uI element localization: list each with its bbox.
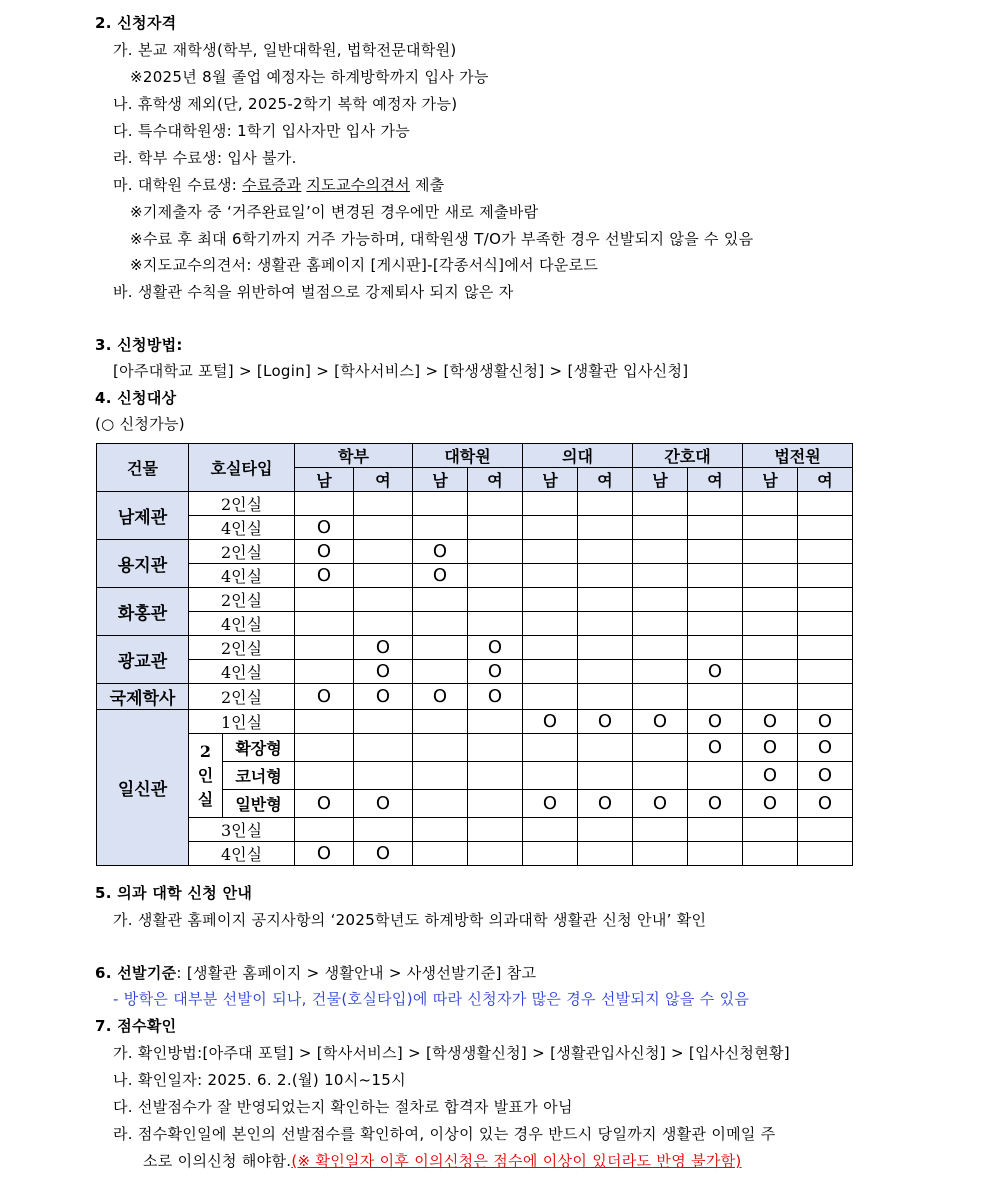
building-hwahong: 화홍관 [97, 588, 189, 636]
two-person-room-label [189, 734, 223, 818]
header-male: 남 [413, 468, 468, 492]
two-label-part: 2 [199, 741, 212, 761]
header-medical: 의대 [523, 444, 633, 468]
header-female: 여 [688, 468, 743, 492]
legend-note: (○ 신청가능) [95, 415, 185, 433]
available-mark: O [468, 684, 523, 710]
header-male: 남 [523, 468, 578, 492]
available-mark: O [743, 790, 798, 818]
available-mark: O [743, 710, 798, 734]
available-mark: O [295, 684, 354, 710]
available-mark: O [688, 790, 743, 818]
room-type: 2인실 [189, 684, 295, 710]
eligibility-note-resubmit: ※기제출자 중 ‘거주완료일’이 변경된 경우에만 새로 제출바람 [130, 203, 539, 221]
section-7-title: 7. 점수확인 [95, 1017, 177, 1035]
room-subtype: 일반형 [223, 790, 295, 818]
header-female: 여 [354, 468, 413, 492]
two-label-part: 실 [197, 789, 214, 809]
available-mark: O [578, 790, 633, 818]
header-female: 여 [468, 468, 523, 492]
room-subtype: 코너형 [223, 762, 295, 790]
header-male: 남 [633, 468, 688, 492]
available-mark: O [633, 790, 688, 818]
available-mark: O [295, 842, 354, 866]
available-mark: O [413, 564, 468, 588]
eligibility-e-label: 마. 대학원 수료생: [113, 176, 243, 194]
eligibility-note-6sem: ※수료 후 최대 6학기까지 거주 가능하며, 대학원생 T/O가 부족한 경우 선발되지 않을 수 있음 [130, 230, 754, 248]
objection-text: 소로 이의신청 해야함. [143, 1152, 292, 1170]
room-type: 4인실 [189, 842, 295, 866]
room-type: 4인실 [189, 564, 295, 588]
available-mark: O [295, 790, 354, 818]
objection-line-2 [143, 1151, 742, 1171]
available-mark: O [798, 762, 853, 790]
two-label-part: 인 [197, 765, 214, 785]
available-mark: O [798, 710, 853, 734]
selection-criteria-path: : [생활관 홈페이지 > 생활안내 > 사생선발기준] 참고 [176, 964, 537, 982]
eligibility-e [113, 175, 445, 195]
room-type: 4인실 [189, 660, 295, 684]
section-4-title: 4. 신청대상 [95, 389, 177, 407]
available-mark: O [413, 540, 468, 564]
available-mark: O [413, 684, 468, 710]
header-roomtype: 호실타입 [189, 444, 295, 492]
available-mark: O [354, 684, 413, 710]
building-namje: 남제관 [97, 492, 189, 540]
available-mark: O [354, 636, 413, 660]
completion-certificate: 수료증과 [242, 176, 302, 194]
objection-warning: (※ 확인일자 이후 이의신청은 점수에 이상이 있더라도 반영 불가함) [291, 1152, 742, 1170]
room-type: 2인실 [189, 492, 295, 516]
available-mark: O [523, 710, 578, 734]
available-mark: O [468, 636, 523, 660]
room-type: 1인실 [189, 710, 295, 734]
available-mark: O [468, 660, 523, 684]
available-mark: O [688, 710, 743, 734]
header-female: 여 [798, 468, 853, 492]
available-mark: O [295, 516, 354, 540]
available-mark: O [798, 734, 853, 762]
available-mark: O [688, 734, 743, 762]
selection-note: - 방학은 대부분 선발이 되나, 건물(호실타입)에 따라 신청자가 많은 경우 선발되지 않을 수 있음 [113, 990, 750, 1008]
check-method: 가. 확인방법:[아주대 포털] > [학사서비스] > [학생생활신청] > [생활관입사신청] > [입사신청현황] [113, 1044, 790, 1062]
room-type: 2인실 [189, 540, 295, 564]
medical-notice: 가. 생활관 홈페이지 공지사항의 ‘2025학년도 하계방학 의과대학 생활관 신청 안내’ 확인 [113, 911, 707, 929]
header-nursing: 간호대 [633, 444, 743, 468]
room-type: 4인실 [189, 612, 295, 636]
available-mark: O [295, 540, 354, 564]
header-male: 남 [743, 468, 798, 492]
building-gwanggyo: 광교관 [97, 636, 189, 684]
section-2-title: 2. 신청자격 [95, 14, 177, 32]
available-mark: O [295, 564, 354, 588]
available-mark: O [743, 762, 798, 790]
header-female: 여 [578, 468, 633, 492]
available-mark: O [354, 660, 413, 684]
available-mark: O [354, 842, 413, 866]
room-type: 3인실 [189, 818, 295, 842]
room-type: 2인실 [189, 588, 295, 612]
available-mark: O [354, 790, 413, 818]
available-mark: O [743, 734, 798, 762]
header-undergrad: 학부 [295, 444, 413, 468]
eligibility-table [96, 443, 853, 866]
advisor-opinion: 지도교수의견서 [306, 176, 410, 194]
eligibility-d: 라. 학부 수료생: 입사 불가. [113, 149, 297, 167]
room-type: 4인실 [189, 516, 295, 540]
apply-path: [아주대학교 포털] > [Login] > [학사서비스] > [학생생활신청] > [생활관 입사신청] [113, 362, 689, 380]
eligibility-note-download: ※지도교수의견서: 생활관 홈페이지 [게시판]-[각종서식]에서 다운로드 [130, 256, 599, 274]
selection-criteria [95, 963, 536, 983]
room-subtype: 확장형 [223, 734, 295, 762]
check-purpose: 다. 선발점수가 잘 반영되었는지 확인하는 절차로 합격자 발표가 아님 [113, 1098, 573, 1116]
check-date: 나. 확인일자: 2025. 6. 2.(월) 10시~15시 [113, 1071, 406, 1089]
eligibility-note-graduating: ※2025년 8월 졸업 예정자는 하계방학까지 입사 가능 [130, 68, 489, 86]
submit-word: 제출 [409, 176, 445, 194]
eligibility-a: 가. 본교 재학생(학부, 일반대학원, 법학전문대학원) [113, 41, 457, 59]
section-5-title: 5. 의과 대학 신청 안내 [95, 884, 253, 902]
available-mark: O [578, 710, 633, 734]
eligibility-f: 바. 생활관 수칙을 위반하여 벌점으로 강제퇴사 되지 않은 자 [113, 283, 514, 301]
section-3-title: 3. 신청방법: [95, 336, 183, 354]
available-mark: O [798, 790, 853, 818]
available-mark: O [633, 710, 688, 734]
header-building: 건물 [97, 444, 189, 492]
building-yongji: 용지관 [97, 540, 189, 588]
section-6-title: 6. 선발기준 [95, 964, 177, 982]
objection-line-1: 라. 점수확인일에 본인의 선발점수를 확인하여, 이상이 있는 경우 반드시 당일까지 생활관 이메일 주 [113, 1125, 776, 1143]
eligibility-c: 다. 특수대학원생: 1학기 입사자만 입사 가능 [113, 122, 411, 140]
eligibility-b: 나. 휴학생 제외(단, 2025-2학기 복학 예정자 가능) [113, 95, 458, 113]
header-law: 법전원 [743, 444, 853, 468]
header-male: 남 [295, 468, 354, 492]
available-mark: O [523, 790, 578, 818]
building-international: 국제학사 [97, 684, 189, 710]
available-mark: O [688, 660, 743, 684]
building-ilsin: 일신관 [97, 710, 189, 866]
header-grad: 대학원 [413, 444, 523, 468]
room-type: 2인실 [189, 636, 295, 660]
